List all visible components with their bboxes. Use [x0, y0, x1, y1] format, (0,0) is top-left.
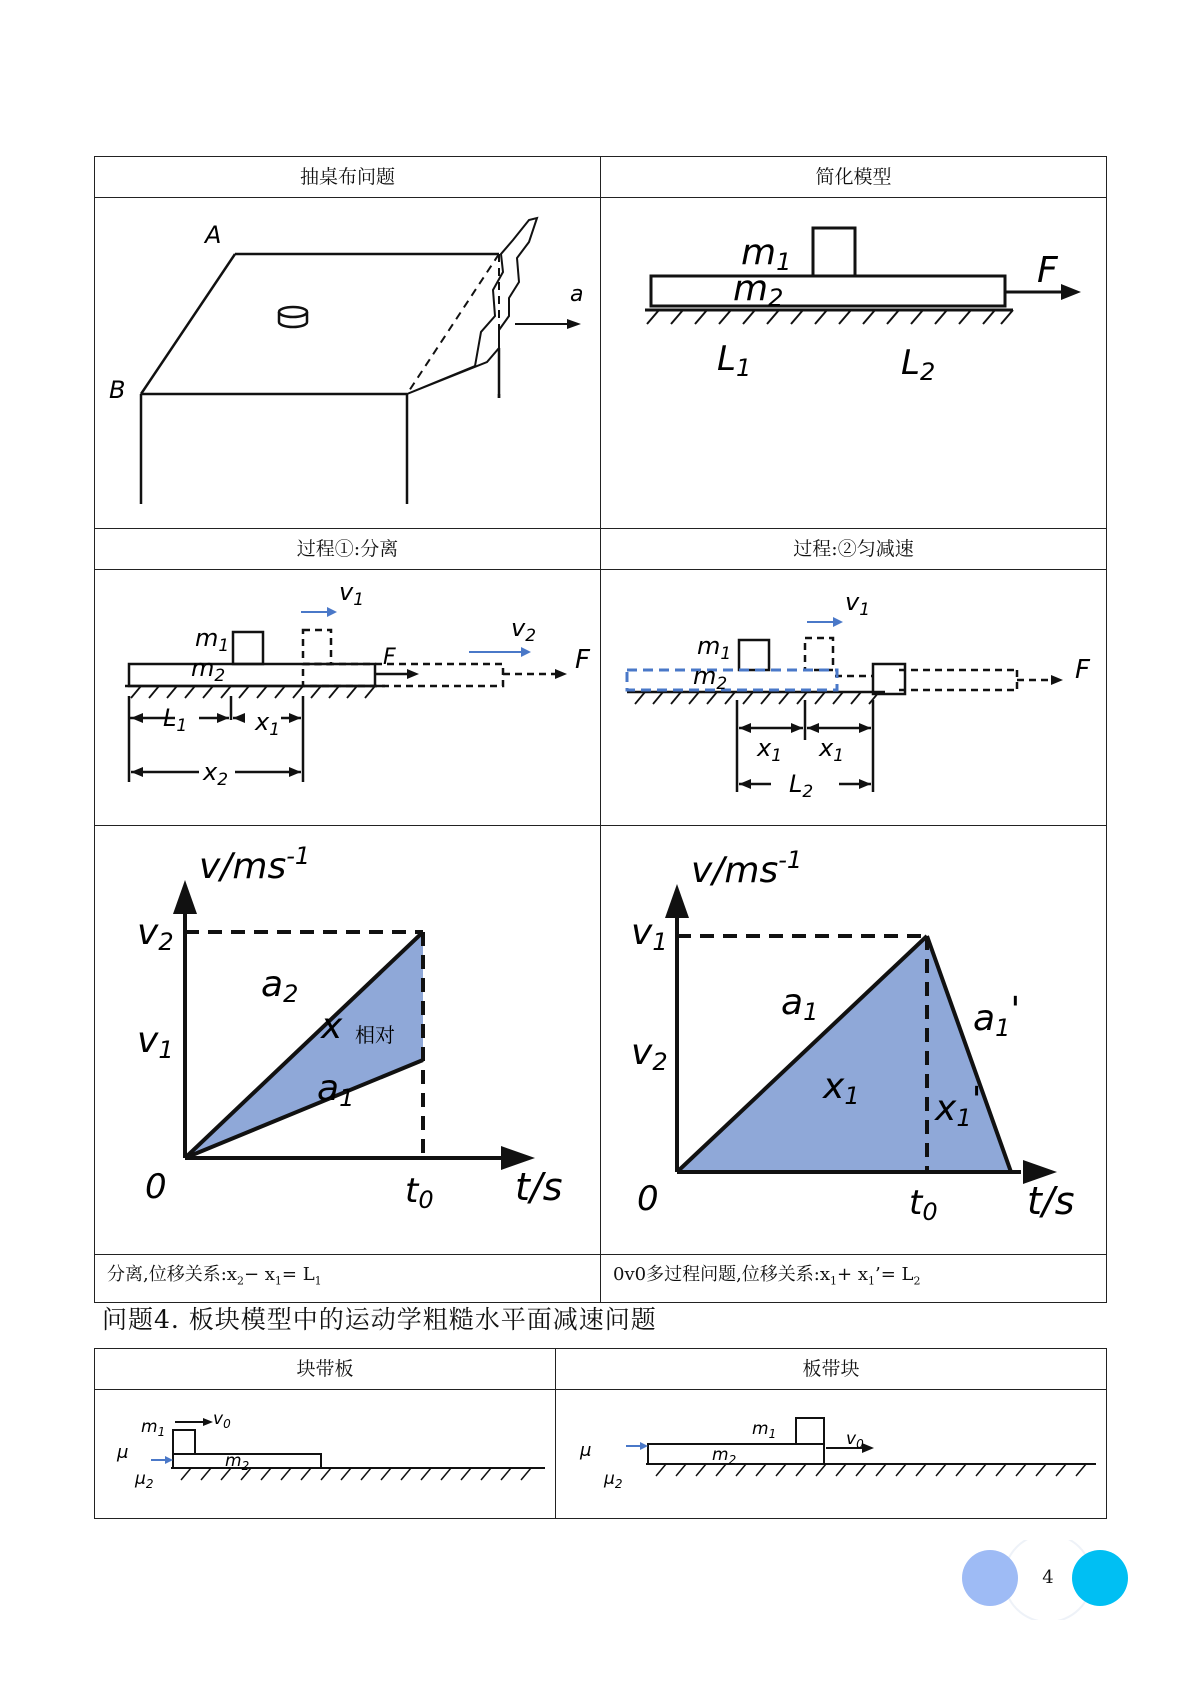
label-L1: L1 — [717, 339, 752, 382]
label-a: a — [570, 282, 584, 307]
label-L2: $L_2$ — [789, 770, 814, 802]
vt-graph-left — [95, 826, 601, 1255]
label-v2: $v_2$ — [511, 614, 537, 646]
label-a1: a1 — [317, 1068, 355, 1112]
label-x: x — [321, 1006, 343, 1047]
origin-label: 0 — [145, 1167, 167, 1207]
header-block-drives-board: 块带板 — [95, 1349, 556, 1390]
label-v2: v2 — [631, 1032, 668, 1076]
x-axis-label: t/s — [515, 1165, 563, 1209]
tablecloth-figure — [95, 198, 601, 529]
label-m1: $m_1$ — [697, 632, 732, 664]
label-v0: $v_0$ — [846, 1429, 864, 1451]
x-axis-label: t/s — [1027, 1179, 1075, 1223]
label-a1-prime: a1' — [973, 990, 1021, 1042]
header-simplified-model: 简化模型 — [601, 157, 1107, 198]
page-dot-left — [962, 1550, 1018, 1606]
page-number: 4 — [1042, 1567, 1054, 1588]
label-B: B — [109, 376, 126, 404]
header-process-1: 过程①:分离 — [95, 529, 601, 570]
label-m1: $m_1$ — [141, 1417, 166, 1439]
header-board-drives-block: 板带块 — [556, 1349, 1107, 1390]
label-m2: m2 — [733, 268, 784, 312]
label-t0: t0 — [909, 1183, 938, 1226]
model-table — [94, 156, 1107, 1303]
label-mu2: $\mu_2$ — [135, 1469, 154, 1491]
label-m2: $m_2$ — [712, 1445, 737, 1467]
label-F: F — [575, 645, 590, 675]
origin-label: 0 — [637, 1179, 659, 1219]
y-axis-label: $v/ms^{-1}$ — [691, 846, 803, 891]
label-F-small: F — [383, 645, 396, 670]
simplified-model-figure — [601, 198, 1107, 529]
label-m1: $m_1$ — [195, 624, 230, 656]
label-relative: 相对 — [355, 1023, 395, 1047]
label-m1: m1 — [741, 232, 792, 276]
process-1-figure — [95, 570, 601, 826]
label-v1: $v_1$ — [845, 588, 871, 620]
label-m2: $m_2$ — [191, 654, 226, 686]
vt-graph-right — [601, 826, 1107, 1255]
label-x1-left: $x_1$ — [757, 734, 783, 766]
label-m2: $m_2$ — [225, 1451, 250, 1473]
label-x1-right: $x_1$ — [819, 734, 845, 766]
label-A: A — [205, 221, 222, 249]
label-F: F — [1075, 655, 1090, 685]
caption-right: 0v0多过程问题,位移关系$:x_1+$ $x_1’= L_2$ — [601, 1255, 1107, 1303]
board-drives-block-figure — [556, 1390, 1107, 1519]
header-process-2: 过程:②匀减速 — [601, 529, 1107, 570]
page-dot-right — [1072, 1550, 1128, 1606]
block-drives-board-figure — [95, 1390, 556, 1519]
label-m1: $m_1$ — [752, 1419, 777, 1441]
deceleration-table — [94, 1348, 1107, 1519]
label-x2: $x_2$ — [203, 758, 229, 790]
section-heading: 问题4. 板块模型中的运动学粗糙水平面减速问题 — [102, 1305, 657, 1334]
label-v1: v1 — [631, 912, 668, 956]
label-L2: L2 — [901, 343, 936, 386]
label-a2: a2 — [261, 964, 299, 1008]
label-x1: $x_1$ — [255, 708, 281, 740]
process-2-figure — [601, 570, 1107, 826]
displacement-area — [677, 936, 1011, 1172]
label-v1: $v_1$ — [339, 578, 365, 610]
label-L1: $L_1$ — [163, 704, 188, 736]
label-v1: v1 — [137, 1020, 174, 1064]
label-F: F — [1037, 250, 1058, 291]
label-t0: t0 — [405, 1171, 434, 1214]
y-axis-label: $v/ms^{-1}$ — [199, 842, 311, 887]
label-v0: $v_0$ — [213, 1409, 231, 1431]
label-v2: v2 — [137, 912, 174, 956]
label-mu: μ — [117, 1442, 129, 1463]
label-x1: x1 — [823, 1066, 860, 1110]
caption-left: 分离,位移关系$:x_2- x_1= L_1$ — [95, 1255, 601, 1303]
label-a1: a1 — [781, 982, 819, 1026]
header-tablecloth: 抽桌布问题 — [95, 157, 601, 198]
label-m2: $m_2$ — [693, 662, 728, 694]
label-mu: μ — [580, 1440, 592, 1461]
label-mu2: $\mu_2$ — [604, 1469, 623, 1491]
label-x1-prime: x1' — [935, 1080, 982, 1132]
